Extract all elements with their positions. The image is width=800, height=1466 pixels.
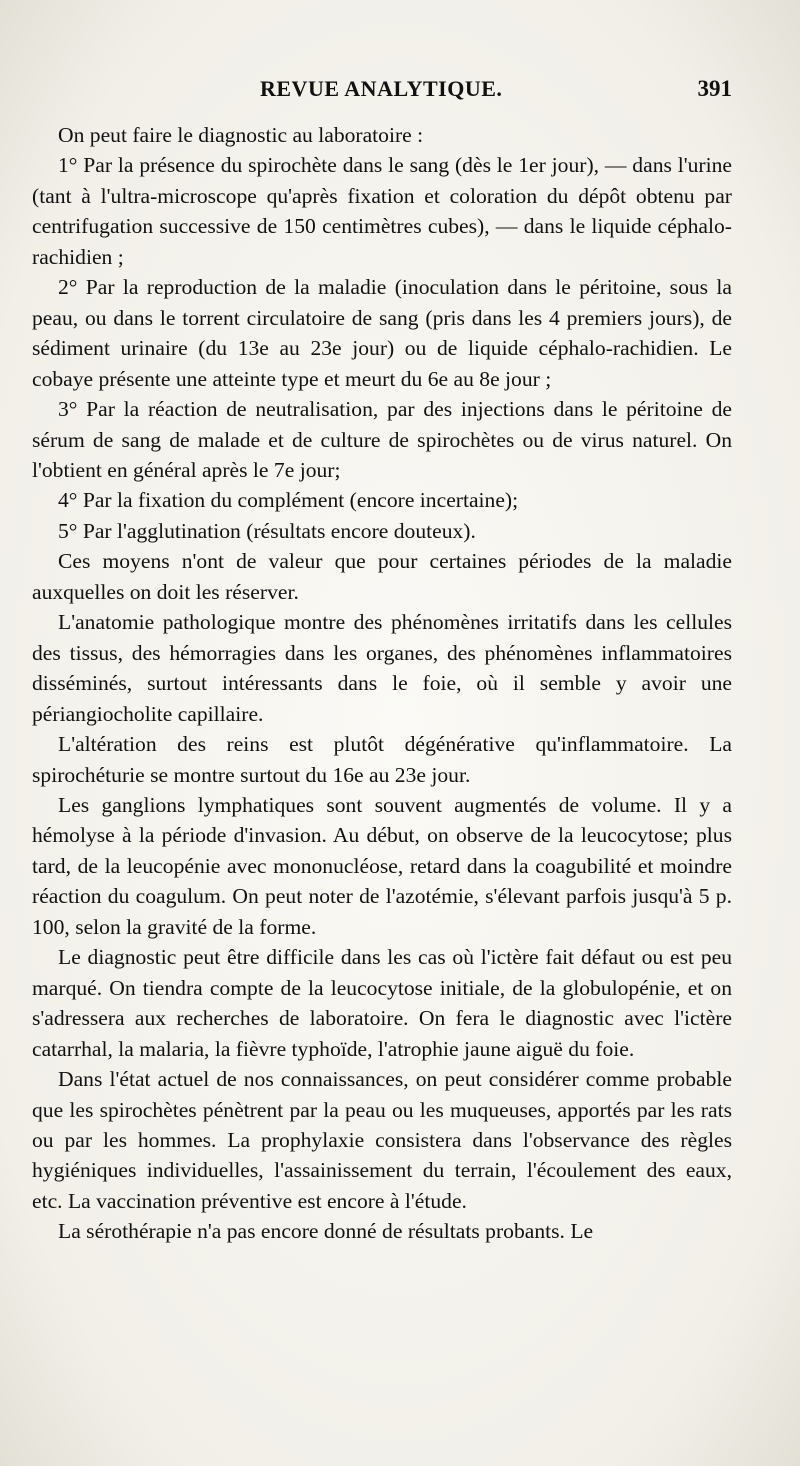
- list-item-4: 4° Par la fixation du complément (encore incertaine);: [58, 488, 519, 513]
- paragraph: L'altération des reins est plutôt dégénérative qu'inflammatoire. La spirochéturie se montre surtout du 16e au 23e jour.: [32, 732, 732, 787]
- list-item-3: 3° Par la réaction de neutralisation, par des injections dans le péritoine de sérum de sang de malade et de culture de spirochètes ou de virus naturel. On l'obtient en général après le 7e jour;: [32, 397, 732, 482]
- running-header: [60, 76, 732, 110]
- list-item-2: 2° Par la reproduction de la maladie (inoculation dans le péritoine, sous la peau, ou dans le torrent circulatoire de sang (pris dans les 4 premiers jours), de sédiment urinaire (du 13e au 23e jour) ou de liquide céphalo-rachidien. Le cobaye présente une atteinte type et meurt du 6e au 8e jour ;: [32, 275, 732, 391]
- paragraph-intro: On peut faire le diagnostic au laboratoire :: [58, 123, 424, 147]
- running-title: REVUE ANALYTIQUE.: [260, 76, 503, 101]
- paragraph: L'anatomie pathologique montre des phénomènes irritatifs dans les cellules des tissus, des hémorragies dans les organes, des phénomènes inflammatoires disséminés, surtout intéressants dans le foie, où il semble y avoir une périangiocholite capillaire.: [32, 610, 732, 726]
- paragraph: Les ganglions lymphatiques sont souvent augmentés de volume. Il y a hémolyse à la période d'invasion. Au début, on observe de la leucocytose; plus tard, de la leucopénie avec mononucléose, retard dans la coagubilité et moindre réaction du coagulum. On peut noter de l'azotémie, s'élevant parfois jusqu'à 5 p. 100, selon la gravité de la forme.: [32, 792, 732, 939]
- paragraph: Ces moyens n'ont de valeur que pour certaines périodes de la maladie auxquelles on doit les réserver.: [32, 549, 732, 604]
- body-text: [32, 120, 732, 1247]
- paragraph: Le diagnostic peut être difficile dans les cas où l'ictère fait défaut ou est peu marqué. On tiendra compte de la leucocytose initiale, de la globulopénie, et on s'adressera aux recherches de laboratoire. On fera le diagnostic avec l'ictère catarrhal, la malaria, la fièvre typhoïde, l'atrophie jaune aiguë du foie.: [32, 945, 732, 1061]
- list-item-5: 5° Par l'agglutination (résultats encore douteux).: [58, 518, 476, 543]
- page-number: 391: [697, 76, 732, 101]
- paragraph: La sérothérapie n'a pas encore donné de résultats probants. Le: [58, 1219, 594, 1244]
- list-item-1: 1° Par la présence du spirochète dans le sang (dès le 1er jour), — dans l'urine (tant à l'ultra-microscope qu'après fixation et coloration du dépôt obtenu par centrifugation successive de 150 centimètres cubes), — dans le liquide céphalo-rachidien ;: [32, 153, 732, 269]
- paragraph: Dans l'état actuel de nos connaissances, on peut considérer comme probable que les spirochètes pénètrent par la peau ou les muqueuses, apportés par les rats ou par les hommes. La prophylaxie consistera dans l'observance des règles hygiéniques individuelles, l'assainissement du terrain, l'écoulement des eaux, etc. La vaccination préventive est encore à l'étude.: [32, 1067, 732, 1213]
